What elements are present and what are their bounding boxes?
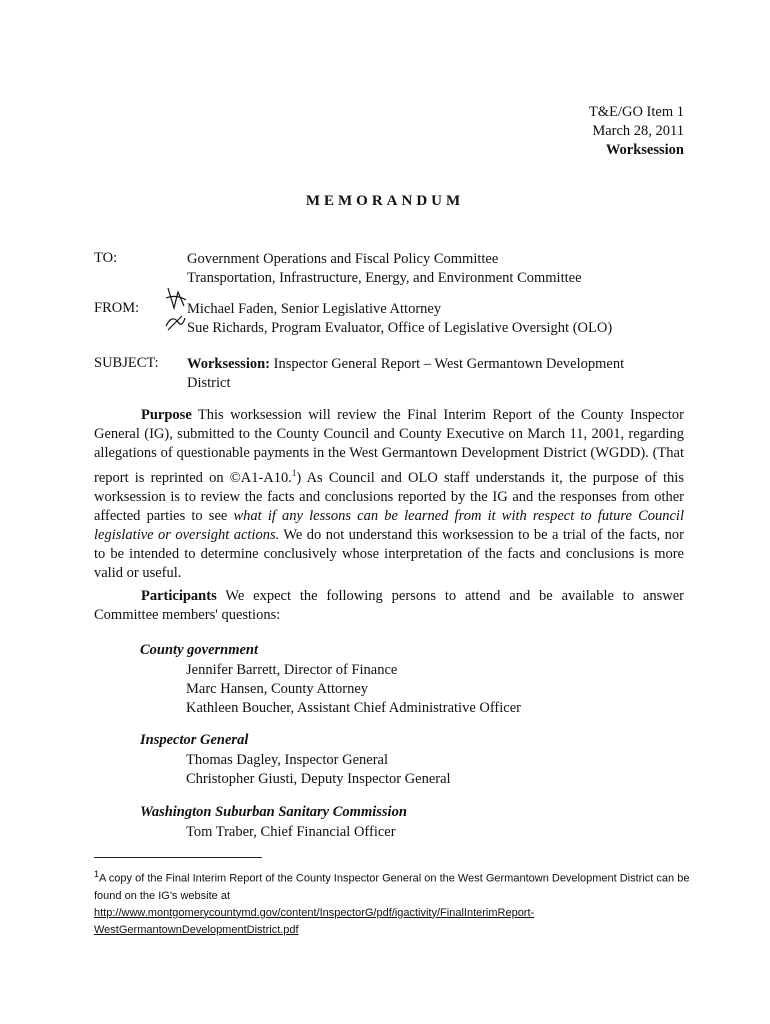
footnote-link-line-1[interactable]: http://www.montgomerycountymd.gov/content/InspectorG/pdf/igactivity/FinalInterimReport-: [94, 906, 535, 919]
to-recipients: [187, 250, 582, 288]
group-member: Christopher Giusti, Deputy Inspector General: [186, 771, 451, 787]
memo-date: March 28, 2011: [592, 123, 684, 139]
from-line-2: Sue Richards, Program Evaluator, Office of Legislative Oversight (OLO): [187, 320, 613, 336]
purpose-text-a: This worksession will review the Final Interim Report of the County Inspector General (IG), submitted to the County Council and County Executive on March 11, 2001, regarding allegations of questionable payments in the West Germantown Development District (WGDD). (That report is reprinted on ©A1-A10.: [94, 407, 684, 486]
subject-main: Inspector General Report – West Germantown Development: [270, 356, 625, 372]
session-type: Worksession: [605, 142, 684, 158]
participants-text: We expect the following persons to attend and be available to answer Committee members' questions:: [94, 588, 684, 624]
footnote-divider: [94, 857, 262, 858]
memo-title: MEMORANDUM: [305, 193, 465, 209]
group-title: County government: [140, 642, 259, 658]
group-member: Jennifer Barrett, Director of Finance: [186, 662, 398, 678]
from-line-1: Michael Faden, Senior Legislative Attorney: [187, 301, 442, 317]
initials-signature-mark-2: [164, 312, 186, 337]
group-member: Thomas Dagley, Inspector General: [186, 752, 388, 768]
document-header: [589, 103, 684, 160]
group-member: Marc Hansen, County Attorney: [186, 681, 369, 697]
from-label: FROM:: [94, 300, 140, 316]
footnote-link-line-2[interactable]: WestGermantownDevelopmentDistrict.pdf: [94, 923, 299, 936]
participants-heading: Participants: [141, 588, 217, 604]
footnote-mark: 1: [94, 869, 100, 879]
purpose-heading: Purpose: [141, 407, 192, 423]
footnote-text: A copy of the Final Interim Report of the County Inspector General on the West Germantown Development District can be found on the IG's website at: [94, 872, 690, 902]
subject-bold: Worksession:: [187, 356, 270, 372]
from-senders: [187, 300, 612, 338]
subject-text: [187, 355, 624, 393]
purpose-text-c: We do not understand this worksession to be a trial of the facts, nor to be intended to determine conclusively whose interpretation of the facts and conclusions is more valid or useful.: [94, 527, 684, 582]
group-member: Tom Traber, Chief Financial Officer: [186, 824, 396, 840]
to-line-1: Government Operations and Fiscal Policy Committee: [187, 251, 499, 267]
subject-label: SUBJECT:: [94, 355, 159, 371]
subject-line-2: District: [187, 375, 231, 391]
to-label: TO:: [94, 250, 118, 266]
group-title: Inspector General: [140, 732, 249, 748]
group-member: Kathleen Boucher, Assistant Chief Administrative Officer: [186, 700, 521, 716]
item-number: T&E/GO Item 1: [588, 104, 684, 120]
to-line-2: Transportation, Infrastructure, Energy, and Environment Committee: [187, 270, 582, 286]
participants-paragraph: [94, 587, 684, 625]
purpose-paragraph: [94, 406, 684, 584]
footnote-ref: 1: [291, 467, 297, 478]
footnote: [94, 866, 694, 939]
purpose-italic: what if any lessons can be learned from it with respect to future Council legislative or oversight actions.: [94, 507, 684, 544]
purpose-text-b: ) As Council and OLO staff understands it, the purpose of this worksession is to review the facts and conclusions reported by the IG and the responses from other affected parties to see: [94, 469, 684, 524]
group-title: Washington Suburban Sanitary Commission: [140, 804, 407, 820]
